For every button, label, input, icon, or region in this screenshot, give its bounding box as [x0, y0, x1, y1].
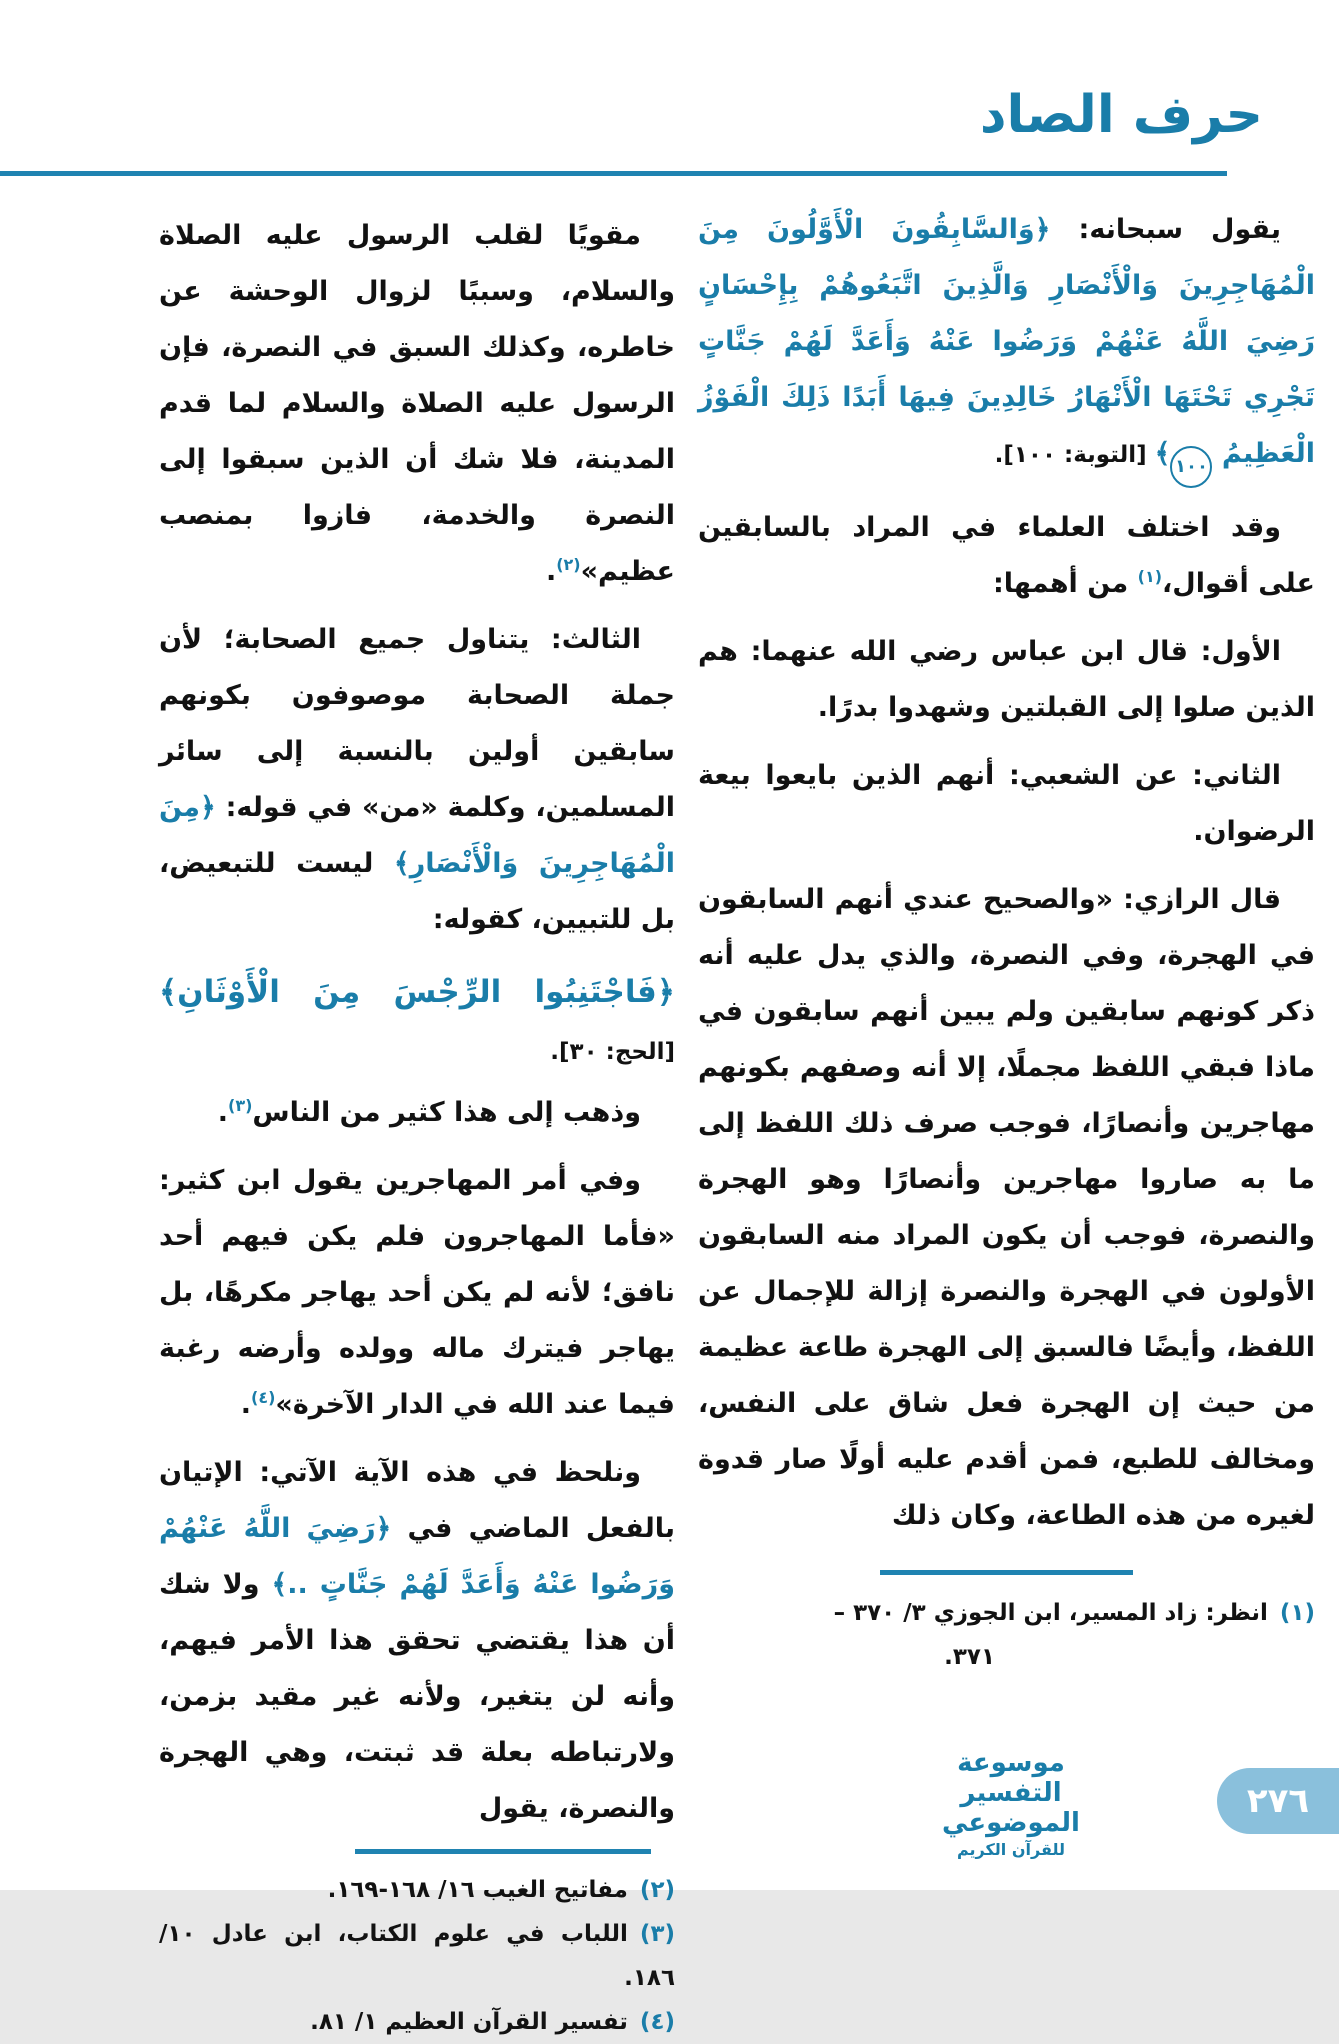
chapter-heading: حرف الصاد	[979, 85, 1263, 145]
quran-verse-line	[159, 960, 675, 1024]
text-run: الأول: قال ابن عباس رضي الله عنهما: هم الذين صلوا إلى القبلتين وشهدوا بدرًا.	[698, 636, 1315, 723]
footnote-text: اللباب في علوم الكتاب، ابن عادل ١٠/ ١٨٦.	[159, 1921, 675, 1991]
footnote-text: انظر: زاد المسير، ابن الجوزي ٣/ ٣٧٠ –	[833, 1600, 1268, 1626]
text-run: وذهب إلى هذا كثير من الناس	[252, 1097, 641, 1128]
quran-text: ﴿مِنَ الْمُهَاجِرِينَ وَالْأَنْصَارِ﴾	[159, 792, 676, 879]
ayah-number-medallion: ١٠٠	[1170, 446, 1212, 488]
text-run: ليست للتبعيض، بل للتبيين، كقوله:	[159, 848, 675, 935]
paragraph	[698, 500, 1315, 612]
footnote-marker: (٤)	[639, 2009, 675, 2035]
text-run: ولا شك أن هذا يقتضي تحقق هذا الأمر فيهم، وأنه لن يتغير، ولأنه غير مقيد بزمن، ولارتباطه بعلة قد ثبتت، وهي الهجرة والنصرة، يقول	[159, 1569, 675, 1824]
paragraph	[698, 624, 1315, 736]
text-run: وقد اختلف العلماء في المراد بالسابقين على أقوال،	[698, 512, 1315, 599]
logo-subtitle: للقرآن الكريم	[956, 1840, 1066, 1859]
footnote-separator	[355, 1849, 651, 1854]
text-run: .	[217, 1097, 229, 1128]
text-run: ونلحظ في هذه الآية الآتي: الإتيان بالفعل الماضي في	[159, 1457, 675, 1544]
column-right	[698, 202, 1315, 1679]
text-run: وفي أمر المهاجرين يقول ابن كثير: «فأما المهاجرون فلم يكن فيهم أحد نافق؛ لأنه لم يكن أحد يهاجر مكرهًا، بل يهاجر فيترك ماله وولده وأرضه رغبة فيما عند الله في الدار الآخرة»	[159, 1165, 675, 1420]
quran-text: ﴿رَضِيَ اللَّهُ عَنْهُمْ وَرَضُوا عَنْهُ وَأَعَدَّ لَهُمْ جَنَّاتٍ ..﴾	[159, 1513, 675, 1600]
quran-text: ﴾	[1154, 438, 1171, 469]
text-run: .	[545, 556, 557, 587]
paragraph	[159, 1085, 675, 1141]
logo-title: موسوعة التفسير الموضوعي	[942, 1748, 1080, 1838]
text-run: يقول سبحانه:	[1050, 214, 1281, 245]
paragraph	[159, 1153, 675, 1433]
text-run: من أهمها:	[992, 568, 1138, 599]
footnote-marker: (١)	[1279, 1600, 1315, 1626]
footnote-entry	[159, 1868, 675, 1912]
footnote-entry	[159, 2000, 675, 2044]
footnote-marker: (٢)	[639, 1877, 675, 1903]
footnote-separator	[880, 1570, 1133, 1575]
verse-reference-line	[159, 1028, 675, 1075]
column-right-paragraphs	[698, 202, 1315, 1544]
paragraph	[159, 208, 675, 600]
footnote-ref: (١)	[1137, 567, 1163, 586]
footnote-continuation: ٣٧١.	[944, 1644, 995, 1670]
footnote-text: تفسير القرآن العظيم ١/ ٨١.	[310, 2009, 628, 2035]
footnote-entry	[159, 1912, 675, 2000]
text-run: مقويًا لقلب الرسول عليه الصلاة والسلام، وسببًا لزوال الوحشة عن خاطره، وكذلك السبق في النصرة، فإن الرسول عليه الصلاة والسلام لما قدم المدينة، فلا شك أن الذين سبقوا إلى النصرة والخدمة، فازوا بمنصب عظيم»	[159, 220, 675, 587]
paragraph	[698, 872, 1315, 1544]
text-run: الثاني: عن الشعبي: أنهم الذين بايعوا بيعة الرضوان.	[698, 760, 1315, 847]
text-run: الثالث: يتناول جميع الصحابة؛ لأن جملة الصحابة موصوفون بكونهم سابقين أولين بالنسبة إلى سائر المسلمين، وكلمة «من» في قوله:	[159, 624, 675, 823]
quran-text: ﴿وَالسَّابِقُونَ الْأَوَّلُونَ مِنَ الْمُهَاجِرِينَ وَالْأَنْصَارِ وَالَّذِينَ اتَّبَعُوهُمْ بِإِحْسَانٍ رَضِيَ اللَّهُ عَنْهُمْ وَرَضُوا عَنْهُ وَأَعَدَّ لَهُمْ جَنَّاتٍ تَجْرِي تَحْتَهَا الْأَنْهَارُ خَالِدِينَ فِيهَا أَبَدًا ذَلِكَ الْفَوْزُ الْعَظِيمُ	[698, 214, 1315, 469]
footnote-ref: (٣)	[228, 1096, 253, 1115]
footnote-ref: (٢)	[556, 555, 581, 574]
text-run: .	[240, 1389, 252, 1420]
header-rule	[0, 171, 1227, 176]
paragraph	[159, 612, 675, 948]
text-run: قال الرازي: «والصحيح عندي أنهم السابقون في الهجرة، وفي النصرة، والذي يدل عليه أنه ذكر كونهم سابقين ولم يبين أنهم سابقون في ماذا فبقي اللفظ مجملًا، إلا أنه وصفهم بكونهم مهاجرين وأنصارًا، فوجب صرف ذلك اللفظ إلى ما به صاروا مهاجرين وأنصارًا وهو الهجرة والنصرة، فوجب أن يكون المراد منه السابقون الأولون في الهجرة والنصرة إزالة للإجمال عن اللفظ، وأيضًا فالسبق إلى الهجرة طاعة عظيمة من حيث إن الهجرة فعل شاق على النفس، ومخالف للطبع، فمن أقدم عليه أولًا صار قدوة لغيره من هذه الطاعة، وكان ذلك	[698, 884, 1315, 1531]
column-left-footnotes	[159, 1868, 675, 2044]
footnote-text: مفاتيح الغيب ١٦/ ١٦٨-١٦٩.	[327, 1877, 628, 1903]
page-number: ٢٧٦	[1246, 1781, 1310, 1821]
verse-reference: [التوبة: ١٠٠].	[994, 442, 1155, 468]
quran-text: ﴿فَاجْتَنِبُوا الرِّجْسَ مِنَ الْأَوْثَانِ﴾	[159, 974, 675, 1010]
verse-reference: [الحج: ٣٠].	[550, 1039, 675, 1065]
footnote-ref: (٤)	[251, 1388, 276, 1407]
footnote-entry	[698, 1591, 1315, 1635]
column-right-footnotes	[698, 1591, 1315, 1679]
paragraph	[698, 748, 1315, 860]
column-left-paragraphs	[159, 208, 675, 1837]
footnote-marker: (٣)	[639, 1921, 675, 1947]
publisher-logo	[911, 1748, 1111, 1862]
page-number-badge	[1217, 1768, 1339, 1834]
paragraph	[159, 1445, 675, 1837]
paragraph	[698, 202, 1315, 488]
column-left	[159, 208, 675, 2044]
